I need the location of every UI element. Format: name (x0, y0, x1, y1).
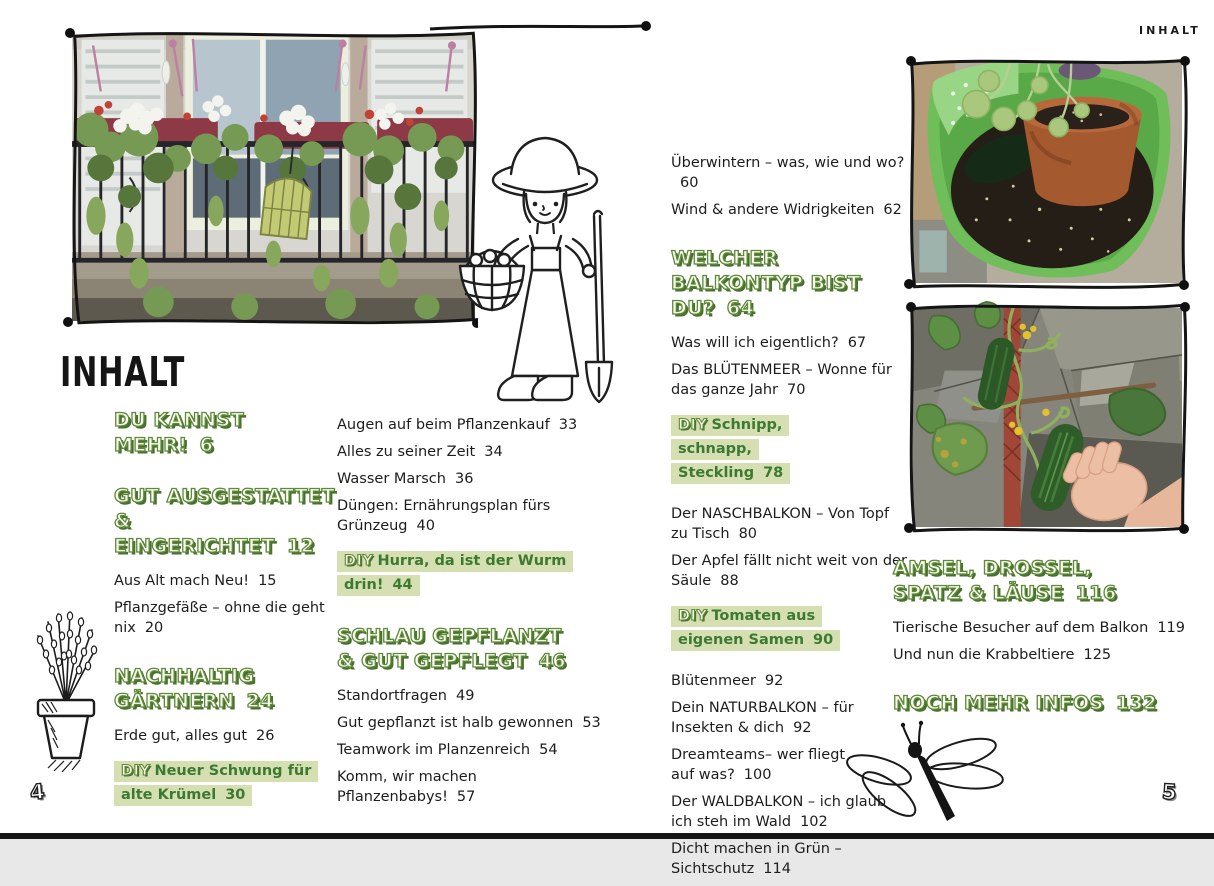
toc-column-4 (893, 556, 1193, 728)
toc-entry: Alles zu seiner Zeit 34 (337, 444, 503, 460)
toc-heading: GUT AUSGESTATTET & EINGERICHTET 12 (114, 485, 336, 557)
bottom-edge-bar (0, 833, 1214, 839)
toc-diy-entry: DIY Tomaten aus eigenen Samen 90 (671, 605, 866, 653)
toc-entry: Das BLÜTENMEER – Wonne für das ganze Jahr 70 (671, 362, 892, 398)
flower-pot-illustration (26, 608, 108, 776)
toc-entry: Was will ich eigentlich? 67 (671, 335, 867, 351)
toc-entry: Komm, wir machen Pflanzenbabys! 57 (337, 768, 477, 805)
toc-entry: Der NASCHBALKON – Von Topf zu Tisch 80 (671, 505, 890, 542)
frame-pin (906, 56, 916, 66)
toc-entry: Erde gut, alles gut 26 (114, 728, 275, 744)
page-number-left: 4 (28, 779, 46, 805)
diy-badge: DIY (678, 417, 708, 433)
hand-drawn-frame (903, 298, 1193, 538)
toc-entry: Dein NATURBALKON – für Insekten & dich 92 (671, 699, 854, 736)
toc-entry: Und nun die Krabbeltiere 125 (893, 647, 1112, 663)
toc-entry: Wind & andere Widrigkeiten 62 (671, 202, 902, 218)
toc-entry: Gut gepflanzt ist halb gewonnen 53 (337, 714, 601, 731)
toc-column-1 (114, 408, 338, 826)
toc-heading: AMSEL, DROSSEL, SPATZ & LÄUSE 116 (893, 557, 1117, 604)
frame-pin (906, 302, 916, 312)
toc-entry: Der Apfel fällt nicht weit von der Säule 88 (671, 552, 907, 589)
toc-heading: WELCHER BALKONTYP BIST DU? 64 (671, 247, 861, 319)
toc-diy-entry: DIY Hurra, da ist der Wurm drin! 44 (337, 550, 567, 598)
diy-badge: DIY (121, 763, 151, 779)
frame-pin (1180, 302, 1190, 312)
frame-overshoot-stroke (430, 19, 656, 39)
page-number-right: 5 (1161, 779, 1178, 805)
toc-entry: Wasser Marsch 36 (337, 471, 474, 487)
toc-heading: DU KANNST MEHR! 6 (114, 409, 245, 456)
balcony-photo (62, 24, 486, 332)
frame-pin (63, 317, 73, 327)
toc-diy-entry: DIY Neuer Schwung für alte Krümel 30 (114, 760, 338, 808)
toc-heading: NOCH MEHR INFOS 132 (893, 692, 1158, 714)
cucumber-photo (903, 298, 1193, 538)
frame-pin (1179, 280, 1189, 290)
hand-drawn-frame (903, 52, 1193, 294)
frame-pin (904, 279, 914, 289)
toc-entry: Teamwork im Planzenreich 54 (337, 741, 558, 758)
toc-entry: Aus Alt mach Neu! 15 (114, 573, 277, 589)
toc-entry: Dicht machen in Grün – Sichtschutz 114 (671, 840, 842, 877)
dragonfly-illustration (833, 718, 1023, 836)
frame-pin (904, 523, 914, 533)
frame-pin (1179, 524, 1189, 534)
toc-entry: Pflanzgefäße – ohne die geht nix 20 (114, 600, 325, 636)
toc-heading: NACHHALTIG GÄRTNERN 24 (114, 665, 274, 712)
toc-entry: Standortfragen 49 (337, 687, 475, 704)
hand-drawn-frame (62, 24, 486, 332)
toc-entry: Blütenmeer 92 (671, 672, 784, 689)
frame-pin (1180, 56, 1190, 66)
toc-entry: Überwintern – was, wie und wo?60 (671, 155, 905, 191)
toc-heading: SCHLAU GEPFLANZT & GUT GEPFLEGT 46 (337, 624, 567, 672)
toc-column-2 (337, 408, 627, 814)
diy-badge: DIY (678, 607, 708, 624)
toc-diy-entry: DIY Schnipp, schnapp, Steckling 78 (671, 414, 861, 486)
frame-pin (65, 28, 75, 38)
planting-tub-photo (903, 52, 1193, 294)
toc-entry: Düngen: Ernährungsplan fürs Grünzeug 40 (337, 498, 551, 534)
toc-entry: Der WALDBALKON – ich glaub ich steh im Wald 102 (671, 793, 887, 830)
toc-entry: Augen auf beim Pflanzenkauf 33 (337, 417, 578, 433)
toc-entry: Dreamteams– wer fliegt auf was? 100 (671, 746, 846, 783)
toc-entry: Tierische Besucher auf dem Balkon 119 (893, 620, 1186, 636)
gardener-illustration (448, 124, 644, 416)
running-header: INHALT (1139, 24, 1201, 37)
diy-badge: DIY (344, 553, 374, 569)
page-title: INHALT (60, 348, 186, 396)
